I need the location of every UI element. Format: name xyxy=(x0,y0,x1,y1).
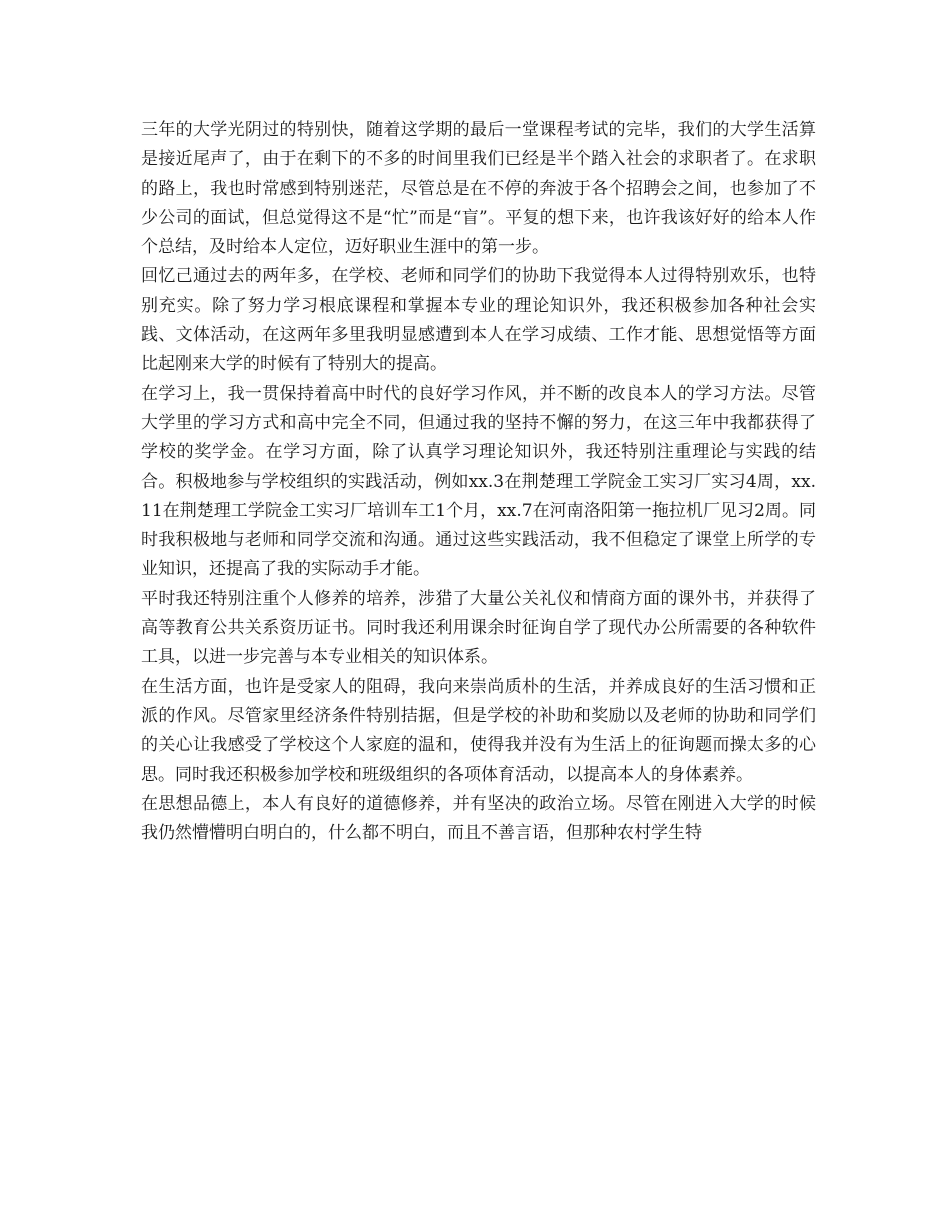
paragraph-intro: 三年的大学光阴过的特别快，随着这学期的最后一堂课程考试的完毕，我们的大学生活算是接近尾声了，由于在剩下的不多的时间里我们已经是半个踏入社会的求职者了。在求职的路上，我也时常感到特别迷茫，尽管总是在不停的奔波于各个招聘会之间，也参加了不少公司的面试，但总觉得这不是“忙”而是“盲”。平复的想下来，也许我该好好的给本人作个总结，及时给本人定位，迈好职业生涯中的第一步。 xyxy=(141,120,816,258)
paragraph-study: 在学习上，我一贯保持着高中时代的良好学习作风，并不断的改良本人的学习方法。尽管大学里的学习方式和高中完全不同，但通过我的坚持不懈的努力，在这三年中我都获得了学校的奖学金。在学习方面，除了认真学习理论知识外，我还特别注重理论与实践的结合。积极地参与学校组织的实践活动，例如xx.3在荆楚理工学院金工实习厂实习4周，xx.11在荆楚理工学院金工实习厂培训车工1个月，xx.7在河南洛阳第一拖拉机厂见习2周。同时我积极地与老师和同学交流和沟通。通过这些实践活动，我不但稳定了课堂上所学的专业知识，还提高了我的实际动手才能。 xyxy=(141,383,816,580)
paragraph-review: 回忆己通过去的两年多，在学校、老师和同学们的协助下我觉得本人过得特别欢乐，也特别充实。除了努力学习根底课程和掌握本专业的理论知识外，我还积极参加各种社会实践、文体活动，在这两年多里我明显感遭到本人在学习成绩、工作才能、思想觉悟等方面比起刚来大学的时候有了特别大的提高。 xyxy=(141,266,816,375)
paragraph-self-cultivation: 平时我还特别注重个人修养的培养，涉猎了大量公关礼仪和情商方面的课外书，并获得了高等教育公共关系资历证书。同时我还利用课余时征询自学了现代办公所需要的各种软件工具，以进一步完善与本专业相关的知识体系。 xyxy=(141,588,816,668)
paragraph-life: 在生活方面，也许是受家人的阻碍，我向来崇尚质朴的生活，并养成良好的生活习惯和正派的作风。尽管家里经济条件特别拮据，但是学校的补助和奖励以及老师的协助和同学们的关心让我感受了学校这个人家庭的温和，使得我并没有为生活上的征询题而操太多的心思。同时我还积极参加学校和班级组织的各项体育活动，以提高本人的身体素养。 xyxy=(141,676,816,785)
paragraph-ideology: 在思想品德上，本人有良好的道德修养，并有坚决的政治立场。尽管在刚进入大学的时候我仍然懵懵明白明白的，什么都不明白，而且不善言语，但那种农村学生特 xyxy=(141,793,816,844)
document-body xyxy=(141,116,816,848)
